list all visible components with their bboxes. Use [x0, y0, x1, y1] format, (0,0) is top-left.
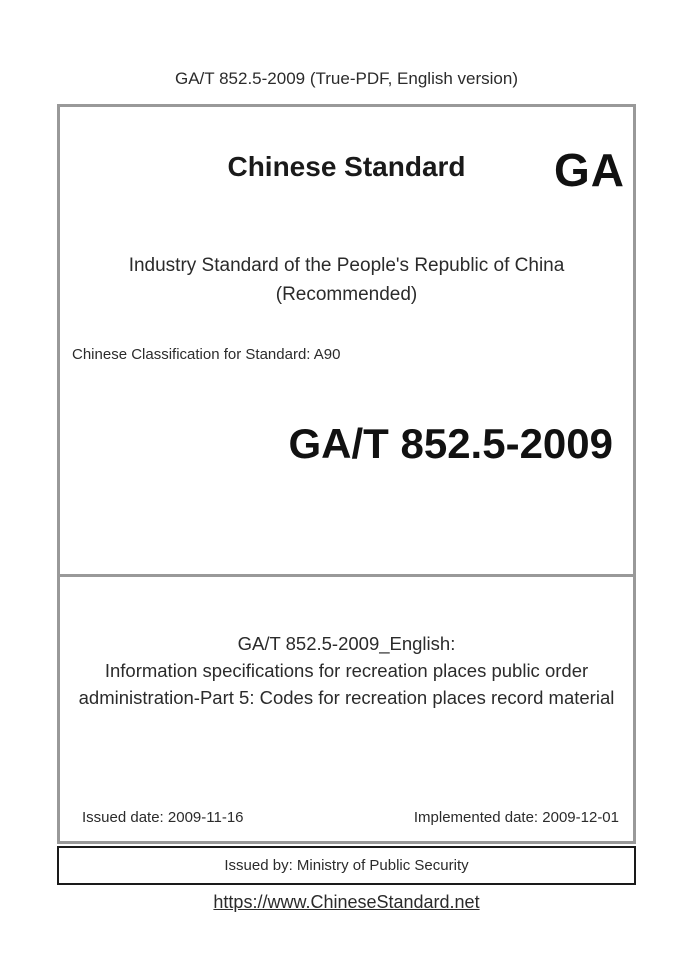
- english-description-title: Information specifications for recreation places public order administration-Part 5: Codes for recreation places record material: [78, 660, 615, 708]
- classification-label: Chinese Classification for Standard: A90: [72, 346, 341, 363]
- standard-number: GA/T 852.5-2009: [288, 420, 613, 467]
- footer-link-row: [0, 892, 693, 913]
- document-header-title: GA/T 852.5-2009 (True-PDF, English version): [175, 69, 518, 88]
- ga-logo: GA: [554, 144, 625, 196]
- issued-by-label: Issued by: Ministry of Public Security: [224, 857, 469, 874]
- brand-title: Chinese Standard: [227, 151, 466, 182]
- cover-box: [57, 104, 636, 844]
- issuer-box: [57, 846, 636, 885]
- english-description: [68, 630, 625, 711]
- implemented-date: Implemented date: 2009-12-01: [413, 809, 619, 826]
- issued-date: Issued date: 2009-11-16: [82, 809, 244, 826]
- site-url-link[interactable]: https://www.ChineseStandard.net: [213, 892, 480, 912]
- standard-type-line1: Industry Standard of the People's Republic of China: [128, 255, 565, 276]
- standard-type: [60, 251, 633, 309]
- section-divider: [60, 574, 633, 577]
- standard-type-line2: (Recommended): [275, 284, 418, 305]
- english-description-heading: GA/T 852.5-2009_English:: [237, 633, 456, 654]
- date-row: [82, 809, 619, 826]
